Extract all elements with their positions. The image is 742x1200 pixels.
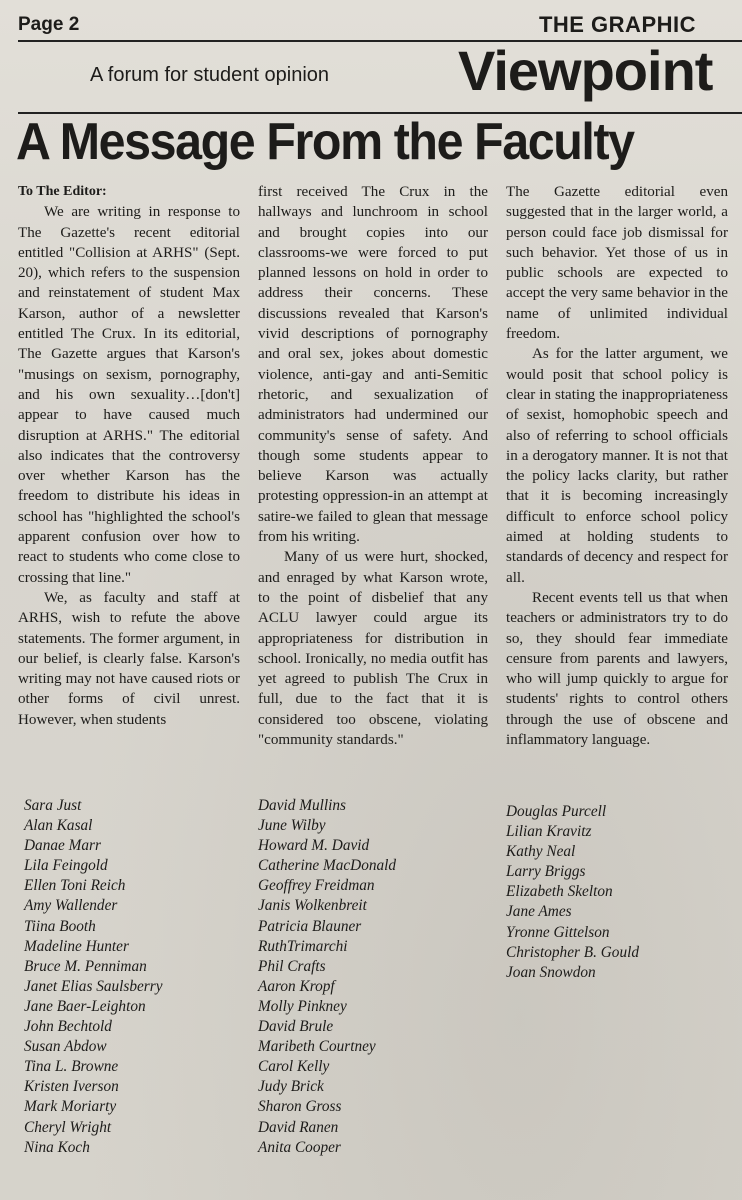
signatory: Cheryl Wright xyxy=(24,1118,112,1136)
paragraph: We are writing in response to The Gazette's recent editorial entitled "Collision at ARHS" (Sept. 20), which refers to the suspension and reinstatement of student Max Karson, author of a newsletter entitled The Crux. In its editorial, The Gazette argues that Karson's "musings on sexism, pornography, and his own sexuality…[don't] appear to have caused much disruption at ARHS." The editorial also indicates that the controversy over whether Karson has the freedom to distribute his ideas in school has "highlighted the school's apparent confusion over how to react to students who come close to crossing that line." xyxy=(18,204,240,586)
article-column-2 xyxy=(258,182,488,750)
page-number: Page 2 xyxy=(18,14,80,35)
paragraph: We, as faculty and staff at ARHS, wish to refute the above statements. The former argument, in our belief, is clearly false. Karson's writing may not have caused riots or other forms of civil unrest. However, when students xyxy=(18,589,240,728)
signatory: Douglas Purcell xyxy=(506,803,607,820)
signatory: Joan Snowdon xyxy=(506,963,596,981)
signatory: Danae Marr xyxy=(24,837,101,855)
signatory: Patricia Blauner xyxy=(258,917,362,935)
signatory: Molly Pinkney xyxy=(258,997,347,1015)
signatory: Lilian Kravitz xyxy=(506,823,592,841)
signatory: RuthTrimarchi xyxy=(258,937,348,955)
signature-list-3 xyxy=(506,802,639,983)
signatory: Aaron Kropf xyxy=(258,977,335,995)
signatory: June Wilby xyxy=(258,817,326,835)
signatory: Bruce M. Penniman xyxy=(24,957,147,975)
page-header xyxy=(18,10,742,42)
newspaper-name: THE GRAPHIC xyxy=(538,12,696,37)
signatory: David Brule xyxy=(258,1018,334,1036)
signatory: Nina Koch xyxy=(24,1138,90,1156)
paragraph: Recent events tell us that when teachers or administrators try to do so, they should fear immediate censure from parents and lawyers, who will jump quickly to argue for students' rights to control others through the use of obscene and inflammatory language. xyxy=(506,589,728,749)
signatory: Judy Brick xyxy=(258,1078,324,1096)
signatory: Alan Kasal xyxy=(24,817,93,835)
signatory: Tina L. Browne xyxy=(24,1058,119,1076)
signatory: John Bechtold xyxy=(24,1018,112,1036)
signatory: Anita Cooper xyxy=(258,1138,341,1156)
paragraph: As for the latter argument, we would posit that school policy is clear in stating the inappropriateness of sexist, homophobic speech and also of referring to school officials in a derogatory manner. It is not that the policy lacks clarity, but rather that it is becoming increasingly difficult to enforce school policy aimed at holding students to standards of decency and respect for all. xyxy=(506,346,728,586)
signatory: Larry Briggs xyxy=(506,863,586,881)
section-tagline: A forum for student opinion xyxy=(90,64,330,86)
signatory: Howard M. David xyxy=(258,837,370,855)
signatory: Lila Feingold xyxy=(24,857,108,875)
article-column-3 xyxy=(506,182,728,750)
signatory: Christopher B. Gould xyxy=(506,943,640,961)
article-headline: A Message From the Faculty xyxy=(16,113,634,171)
signatory: Jane Baer-Leighton xyxy=(24,997,146,1015)
signatory: Madeline Hunter xyxy=(24,937,129,955)
signatory: Janis Wolkenbreit xyxy=(258,897,367,915)
signature-list-2 xyxy=(258,796,396,1158)
signatory: Kristen Iverson xyxy=(24,1078,119,1096)
signatory: David Mullins xyxy=(258,797,346,814)
signatory: Sharon Gross xyxy=(258,1098,342,1116)
signatory: Sara Just xyxy=(24,797,82,814)
paragraph: Many of us were hurt, shocked, and enraged by what Karson wrote, to the point of disbelief that any ACLU lawyer could argue its appropriateness for distribution in school. Ironically, no media outfit has yet agreed to publish The Crux in full, due to the fact that it is considered too obscene, violating "community standards." xyxy=(258,549,488,749)
signatory: Ellen Toni Reich xyxy=(24,877,126,895)
signatory: Carol Kelly xyxy=(258,1058,330,1076)
signatory: Maribeth Courtney xyxy=(258,1038,376,1056)
paragraph: The Gazette editorial even suggested that in the larger world, a person could face job dismissal for such behavior. Yet those of us in public schools are expected to accept the very same behavior in the name of unlimited individual freedom. xyxy=(506,184,728,343)
signatory: Phil Crafts xyxy=(258,957,326,975)
section-title: Viewpoint xyxy=(458,42,713,102)
signatory: Jane Ames xyxy=(506,903,572,921)
article-column-1 xyxy=(18,182,240,730)
signatory: Mark Moriarty xyxy=(24,1098,117,1116)
signatory: Tiina Booth xyxy=(24,917,96,935)
signatory: Elizabeth Skelton xyxy=(506,883,613,901)
signatory: Susan Abdow xyxy=(24,1038,107,1056)
signatory: David Ranen xyxy=(258,1118,339,1136)
signatory: Catherine MacDonald xyxy=(258,857,397,875)
signatory: Janet Elias Saulsberry xyxy=(24,977,163,995)
signatory: Kathy Neal xyxy=(506,843,576,861)
paragraph: first received The Crux in the hallways and lunchroom in school and brought copies into our classrooms-we were forced to put planned lessons on hold in order to address their concerns. These discussions revealed that Karson's vivid descriptions of pornography and oral sex, jokes about domestic violence, anti-gay and anti-Semitic rhetoric, and sexualization of administrators had undermined our community's sense of safety. And though some students appear to believe Karson was actually protesting oppression-in an attempt at satire-we failed to glean that message from his writing. xyxy=(258,184,488,546)
signatory: Yronne Gittelson xyxy=(506,923,610,941)
section-banner xyxy=(18,42,742,114)
signatory: Amy Wallender xyxy=(24,897,118,915)
signature-list-1 xyxy=(24,796,163,1158)
signatory: Geoffrey Freidman xyxy=(258,877,375,895)
salutation: To The Editor: xyxy=(18,184,107,199)
